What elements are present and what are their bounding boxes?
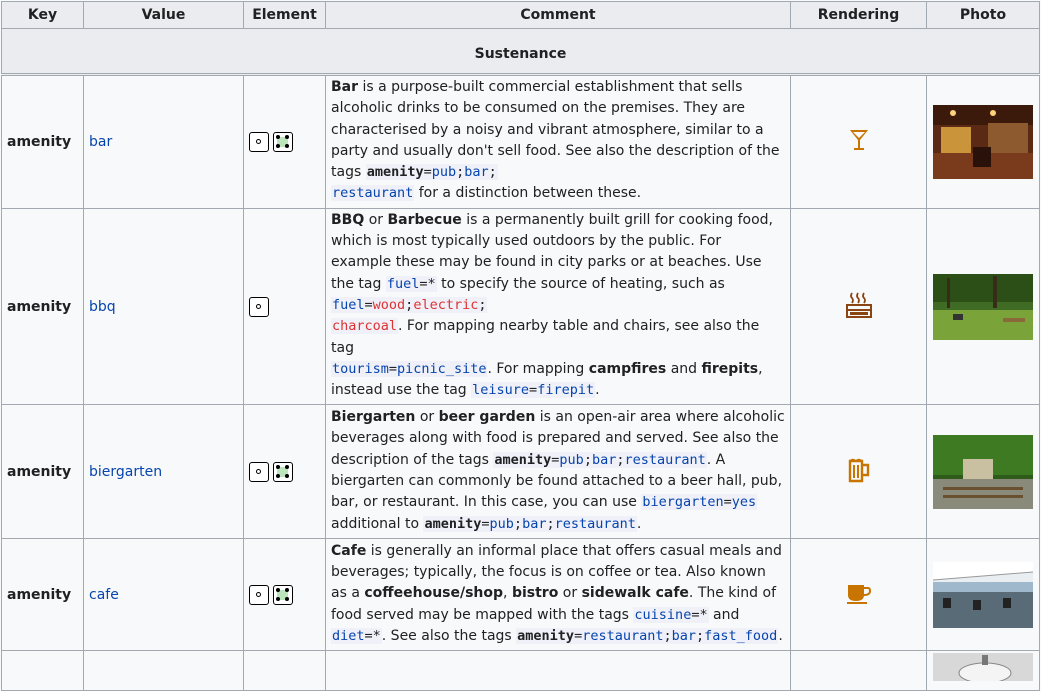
element-cell — [244, 539, 326, 651]
area-icon — [273, 132, 293, 152]
term: Biergarten — [331, 409, 416, 426]
bbq-grill-icon — [846, 291, 872, 319]
text: is generally an informal place that offers casual meals and beverages; typically, the focus is on coffee or tea. Also known as a — [331, 542, 782, 602]
cocktail-icon — [848, 128, 870, 152]
text: and — [666, 360, 702, 377]
term: bistro — [511, 585, 559, 602]
photo-cell — [927, 405, 1040, 539]
table-row — [2, 405, 1040, 539]
next-photo[interactable] — [933, 653, 1033, 681]
value-link[interactable]: bar — [89, 133, 113, 150]
table-row — [2, 651, 1040, 691]
header-row — [2, 2, 1040, 29]
coffee-cup-icon — [846, 581, 872, 605]
node-icon — [249, 585, 269, 605]
tag-code[interactable]: amenity=pub;bar; — [366, 164, 497, 181]
tag-code[interactable]: charcoal — [332, 318, 398, 335]
text: or — [364, 211, 388, 228]
text: . See also the tags — [381, 627, 517, 644]
area-icon — [273, 585, 293, 605]
value-link[interactable]: cafe — [89, 586, 119, 603]
tag-code[interactable]: biergarten=yes — [642, 494, 757, 511]
key-cell: amenity — [2, 208, 84, 405]
bbq-photo[interactable] — [933, 274, 1033, 340]
text: to specify the source of heating, such as — [436, 275, 725, 292]
value-cell — [84, 651, 244, 691]
rendering-cell — [791, 208, 927, 405]
comment-cell — [326, 405, 791, 539]
tag-table — [1, 1, 1040, 691]
table-row — [2, 75, 1040, 209]
bar-photo[interactable] — [933, 105, 1033, 179]
value-link[interactable]: biergarten — [89, 463, 163, 480]
node-icon — [249, 297, 269, 317]
header-element[interactable]: Element — [244, 2, 326, 29]
element-cell — [244, 75, 326, 209]
cafe-photo[interactable] — [933, 562, 1033, 628]
text: or — [558, 585, 582, 602]
tag-code[interactable]: cuisine=* — [634, 606, 708, 623]
tag-code[interactable]: tourism=picnic_site — [332, 360, 487, 377]
header-rendering[interactable]: Rendering — [791, 2, 927, 29]
value-cell — [84, 208, 244, 405]
text: , instead use the tag — [331, 360, 763, 399]
text: is a permanently built grill for cooking food, which is most typically used outdoors by the public. For example these may be found in city parks or at beaches. Use the tag — [331, 211, 773, 292]
tag-code[interactable]: amenity=restaurant;bar;fast_food — [517, 627, 778, 644]
term: Cafe — [331, 542, 367, 559]
beer-mug-icon — [847, 457, 871, 483]
tag-code[interactable]: restaurant — [332, 185, 414, 202]
photo-cell — [927, 651, 1040, 691]
term: sidewalk cafe — [581, 585, 689, 602]
value-cell — [84, 75, 244, 209]
text: and — [708, 606, 740, 623]
element-cell — [244, 651, 326, 691]
area-icon — [273, 462, 293, 482]
node-icon — [249, 462, 269, 482]
element-cell — [244, 208, 326, 405]
comment-cell — [326, 539, 791, 651]
term: campfires — [588, 360, 667, 377]
header-key[interactable]: Key — [2, 2, 84, 29]
key-cell: amenity — [2, 405, 84, 539]
text: for a distinction between these. — [414, 185, 642, 202]
text: , — [503, 585, 512, 602]
comment-cell — [326, 208, 791, 405]
tag-code[interactable]: diet=* — [332, 627, 381, 644]
element-cell — [244, 405, 326, 539]
tag-code[interactable]: fuel=* — [386, 275, 436, 292]
term: Bar — [331, 79, 359, 95]
term: coffeehouse/shop — [364, 585, 504, 602]
value-link[interactable]: bbq — [89, 298, 116, 315]
rendering-cell — [791, 75, 927, 209]
term: BBQ — [331, 211, 365, 228]
table-row — [2, 208, 1040, 405]
value-cell — [84, 405, 244, 539]
text: . — [595, 382, 600, 399]
key-cell: amenity — [2, 539, 84, 651]
term: Barbecue — [387, 211, 462, 228]
comment-cell — [326, 651, 791, 691]
rendering-cell — [791, 539, 927, 651]
key-cell — [2, 651, 84, 691]
text: . A biergarten can commonly be found attached to a beer hall, pub, bar, or restaurant. In this case, you can use — [331, 451, 783, 511]
rendering-cell — [791, 405, 927, 539]
text: . — [636, 515, 642, 532]
header-comment[interactable]: Comment — [326, 2, 791, 29]
tag-code[interactable]: amenity=pub;bar;restaurant — [494, 451, 706, 468]
section-row — [2, 29, 1040, 75]
header-photo[interactable]: Photo — [927, 2, 1040, 29]
comment-cell — [326, 75, 791, 209]
table-row — [2, 539, 1040, 651]
term: beer garden — [438, 409, 536, 426]
term: firepits — [701, 360, 759, 377]
photo-cell — [927, 75, 1040, 209]
text: additional to — [331, 515, 424, 532]
text: . — [778, 627, 783, 644]
header-value[interactable]: Value — [84, 2, 244, 29]
text: . The kind of food served may be mapped with the tags — [331, 585, 777, 623]
text: is an open-air area where alcoholic beverages along with food is prepared and served. See also the description of the tags — [331, 409, 785, 468]
rendering-cell — [791, 651, 927, 691]
section-title: Sustenance — [2, 29, 1040, 75]
tag-code[interactable]: amenity=pub;bar;restaurant — [424, 515, 636, 532]
tag-code[interactable]: leisure=firepit — [472, 382, 595, 399]
node-icon — [249, 132, 269, 152]
tag-code[interactable]: fuel=wood;electric; — [332, 296, 487, 313]
text: or — [415, 409, 439, 426]
value-cell — [84, 539, 244, 651]
text: . For mapping — [487, 360, 589, 377]
text: . For mapping nearby table and chairs, see also the tag — [331, 318, 760, 356]
photo-cell — [927, 539, 1040, 651]
photo-cell — [927, 208, 1040, 405]
biergarten-photo[interactable] — [933, 435, 1033, 509]
text: is a purpose-built commercial establishment that sells alcoholic drinks to be consumed on the premises. They are characterised by a noisy and vibrant atmosphere, similar to a party and usually don't sell food. See also the description of the tags — [331, 79, 780, 181]
key-cell: amenity — [2, 75, 84, 209]
